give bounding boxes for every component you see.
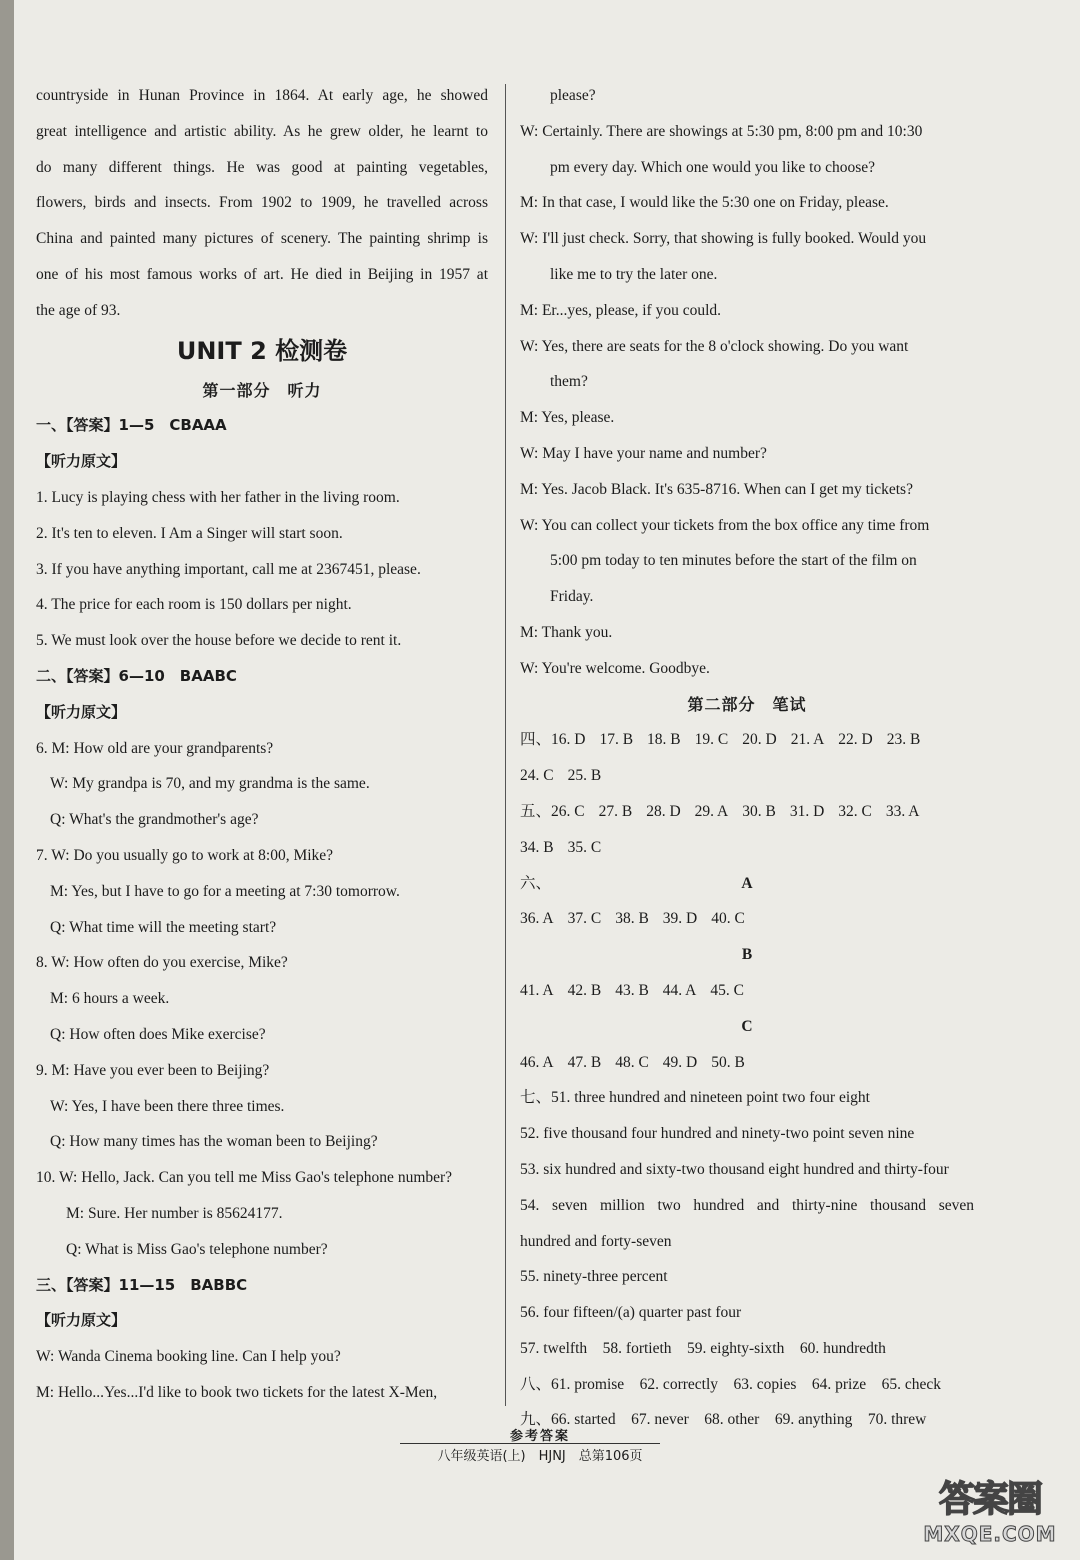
section7-line: 七、51. three hundred and nineteen point two four eight [520, 1089, 870, 1107]
dialog-line: M: Thank you. [520, 623, 613, 641]
answer-item: 42. B [567, 981, 602, 999]
answer-item: 29. A [694, 802, 729, 820]
answer-item: 41. A [520, 981, 554, 999]
answer-item: 五、26. C [520, 802, 585, 820]
script-line: 4. The price for each room is 150 dollars per night. [36, 596, 352, 614]
script-line: 9. M: Have you ever been to Beijing? [36, 1061, 270, 1079]
answer-item: 48. C [615, 1053, 649, 1071]
intro-line: great intelligence and artistic ability. As he grew older, he learnt to [36, 122, 488, 140]
answer-item: 19. C [694, 731, 729, 749]
dialog-line: Friday. [550, 588, 594, 606]
section6-header [520, 866, 974, 902]
section5-answers [520, 794, 974, 830]
section3-answer: 三、【答案】11—15 BABBC [36, 1275, 248, 1294]
left-column [36, 78, 488, 1411]
script-line: Q: What is Miss Gao's telephone number? [66, 1240, 328, 1258]
script-line: Q: What's the grandmother's age? [50, 811, 259, 829]
script-line: W: My grandpa is 70, and my grandma is the same. [50, 775, 370, 793]
dialog-line: M: Yes. Jacob Black. It's 635-8716. When can I get my tickets? [520, 480, 913, 498]
section7-line: 55. ninety-three percent [520, 1268, 668, 1286]
section7-line: 54. seven million two hundred and thirty-nine thousand seven [520, 1196, 974, 1214]
script-line: W: Yes, I have been there three times. [50, 1097, 285, 1115]
dialog-line: M: Er...yes, please, if you could. [520, 301, 722, 319]
footer-title: 参考答案 [509, 1429, 570, 1444]
section1-script-heading: 【听力原文】 [36, 452, 127, 471]
answer-item: 45. C [710, 981, 744, 999]
section7-line: 56. four fifteen/(a) quarter past four [520, 1304, 742, 1322]
section7-line: 57. twelfth 58. fortieth 59. eighty-sixth 60. hundredth [520, 1339, 886, 1357]
answer-item: 49. D [662, 1053, 698, 1071]
watermark-cn: 答案圈 [938, 1479, 1041, 1520]
part1-title: 第一部分 听力 [202, 380, 322, 400]
section7-line: 53. six hundred and sixty-two thousand eight hundred and thirty-four [520, 1160, 949, 1178]
answer-item: 36. A [520, 910, 554, 928]
dialog-line: W: You can collect your tickets from the box office any time from [520, 516, 930, 534]
answer-item: 四、16. D [520, 731, 586, 749]
dialog-line: pm every day. Which one would you like to choose? [550, 158, 875, 176]
answer-item: 40. C [711, 910, 745, 928]
section4-answers [520, 722, 974, 758]
section4-answers-cont [520, 758, 974, 794]
answer-item: 47. B [567, 1053, 602, 1071]
script-line: Q: What time will the meeting start? [50, 918, 277, 936]
script-line: 3. If you have anything important, call me at 2367451, please. [36, 560, 421, 578]
dialog-line: please? [550, 87, 596, 104]
answer-item: 33. A [885, 802, 920, 820]
answer-item: 21. A [790, 731, 825, 749]
answer-item: 39. D [662, 910, 698, 928]
answer-item: 46. A [520, 1053, 554, 1071]
watermark-logo [910, 1478, 1070, 1552]
section9-answers: 九、66. started 67. never 68. other 69. anything 70. threw [520, 1411, 927, 1429]
section6-passage-b: B [741, 946, 753, 964]
intro-line: the age of 93. [36, 301, 121, 319]
section6-b-answers [520, 973, 974, 1009]
section8-answers: 八、61. promise 62. correctly 63. copies 64. prize 65. check [520, 1375, 941, 1393]
section7-line: 52. five thousand four hundred and ninety-two point seven nine [520, 1125, 915, 1143]
section6-passage-c: C [741, 1017, 753, 1035]
script-line: 5. We must look over the house before we decide to rent it. [36, 632, 402, 650]
section3-script-heading: 【听力原文】 [36, 1311, 127, 1330]
section6-passage-a: A [741, 874, 753, 892]
answer-item: 32. C [838, 802, 872, 820]
section5-answers-cont [520, 830, 974, 866]
section2-script-heading: 【听力原文】 [36, 702, 127, 721]
script-line: 7. W: Do you usually go to work at 8:00, Mike? [36, 846, 334, 864]
answer-item: 43. B [615, 981, 649, 999]
section6-a-answers [520, 901, 974, 937]
answer-item: 20. D [742, 731, 777, 749]
unit-title: UNIT 2 检测卷 [176, 336, 348, 365]
answer-item: 27. B [598, 802, 633, 820]
answer-item: 25. B [567, 767, 602, 785]
answer-item: 34. B [520, 838, 554, 856]
script-line: W: Wanda Cinema booking line. Can I help you? [36, 1348, 341, 1366]
answer-item: 22. D [838, 731, 873, 749]
dialog-line: W: Yes, there are seats for the 8 o'clock showing. Do you want [520, 337, 909, 355]
answer-item: 35. C [567, 838, 602, 856]
intro-line: countryside in Hunan Province in 1864. At early age, he showed [36, 87, 488, 104]
answer-item: 50. B [711, 1053, 745, 1071]
part2-title: 第二部分 笔试 [687, 694, 807, 714]
intro-line: one of his most famous works of art. He died in Beijing in 1957 at [36, 265, 488, 283]
script-line: M: Sure. Her number is 85624177. [66, 1204, 283, 1222]
answer-item: 28. D [646, 802, 681, 820]
intro-line: China and painted many pictures of scenery. The painting shrimp is [36, 230, 488, 248]
section6-c-answers [520, 1045, 974, 1081]
answer-item: 38. B [615, 910, 649, 928]
answer-item: 44. A [662, 981, 697, 999]
intro-line: flowers, birds and insects. From 1902 to 1909, he travelled across [36, 194, 488, 212]
script-line: M: Yes, but I have to go for a meeting at 7:30 tomorrow. [50, 882, 400, 900]
section7-line: hundred and forty-seven [520, 1232, 672, 1250]
watermark-en: MXQE.COM [923, 1522, 1057, 1546]
answer-item: 30. B [742, 802, 776, 820]
dialog-line: M: In that case, I would like the 5:30 one on Friday, please. [520, 194, 889, 212]
footer-page-info: 八年级英语(上) HJNJ 总第106页 [437, 1449, 643, 1464]
page-binding-edge [0, 0, 14, 1560]
answer-item: 23. B [886, 731, 921, 749]
script-line: Q: How many times has the woman been to Beijing? [50, 1133, 378, 1151]
dialog-line: W: May I have your name and number? [520, 444, 767, 462]
dialog-line: W: I'll just check. Sorry, that showing is fully booked. Would you [520, 230, 927, 248]
answer-item: 17. B [599, 731, 634, 749]
intro-line: do many different things. He was good at painting vegetables, [36, 158, 488, 176]
section2-answer: 二、【答案】6—10 BAABC [36, 666, 237, 685]
dialog-line: M: Yes, please. [520, 409, 615, 427]
section1-answer: 一、【答案】1—5 CBAAA [36, 416, 227, 435]
answer-item: 31. D [789, 802, 825, 820]
answer-item: 24. C [520, 767, 554, 785]
dialog-line: W: You're welcome. Goodbye. [520, 659, 710, 677]
dialog-line: 5:00 pm today to ten minutes before the start of the film on [550, 552, 917, 570]
script-line: Q: How often does Mike exercise? [50, 1025, 266, 1043]
answer-item: 37. C [567, 910, 602, 928]
script-line: M: 6 hours a week. [50, 990, 170, 1008]
section6-label: 六、 [520, 874, 552, 892]
right-column [520, 78, 974, 1438]
dialog-line: W: Certainly. There are showings at 5:30 pm, 8:00 pm and 10:30 [520, 122, 923, 140]
script-line: 10. W: Hello, Jack. Can you tell me Miss Gao's telephone number? [36, 1169, 453, 1187]
script-line: 8. W: How often do you exercise, Mike? [36, 954, 288, 972]
answer-item: 18. B [647, 731, 681, 749]
script-line: 6. M: How old are your grandparents? [36, 739, 274, 757]
script-line: 1. Lucy is playing chess with her father in the living room. [36, 488, 400, 506]
dialog-line: them? [550, 373, 588, 391]
column-divider [505, 84, 506, 1406]
script-line: M: Hello...Yes...I'd like to book two tickets for the latest X-Men, [36, 1383, 438, 1401]
script-line: 2. It's ten to eleven. I Am a Singer will start soon. [36, 524, 343, 542]
dialog-line: like me to try the later one. [550, 265, 718, 283]
